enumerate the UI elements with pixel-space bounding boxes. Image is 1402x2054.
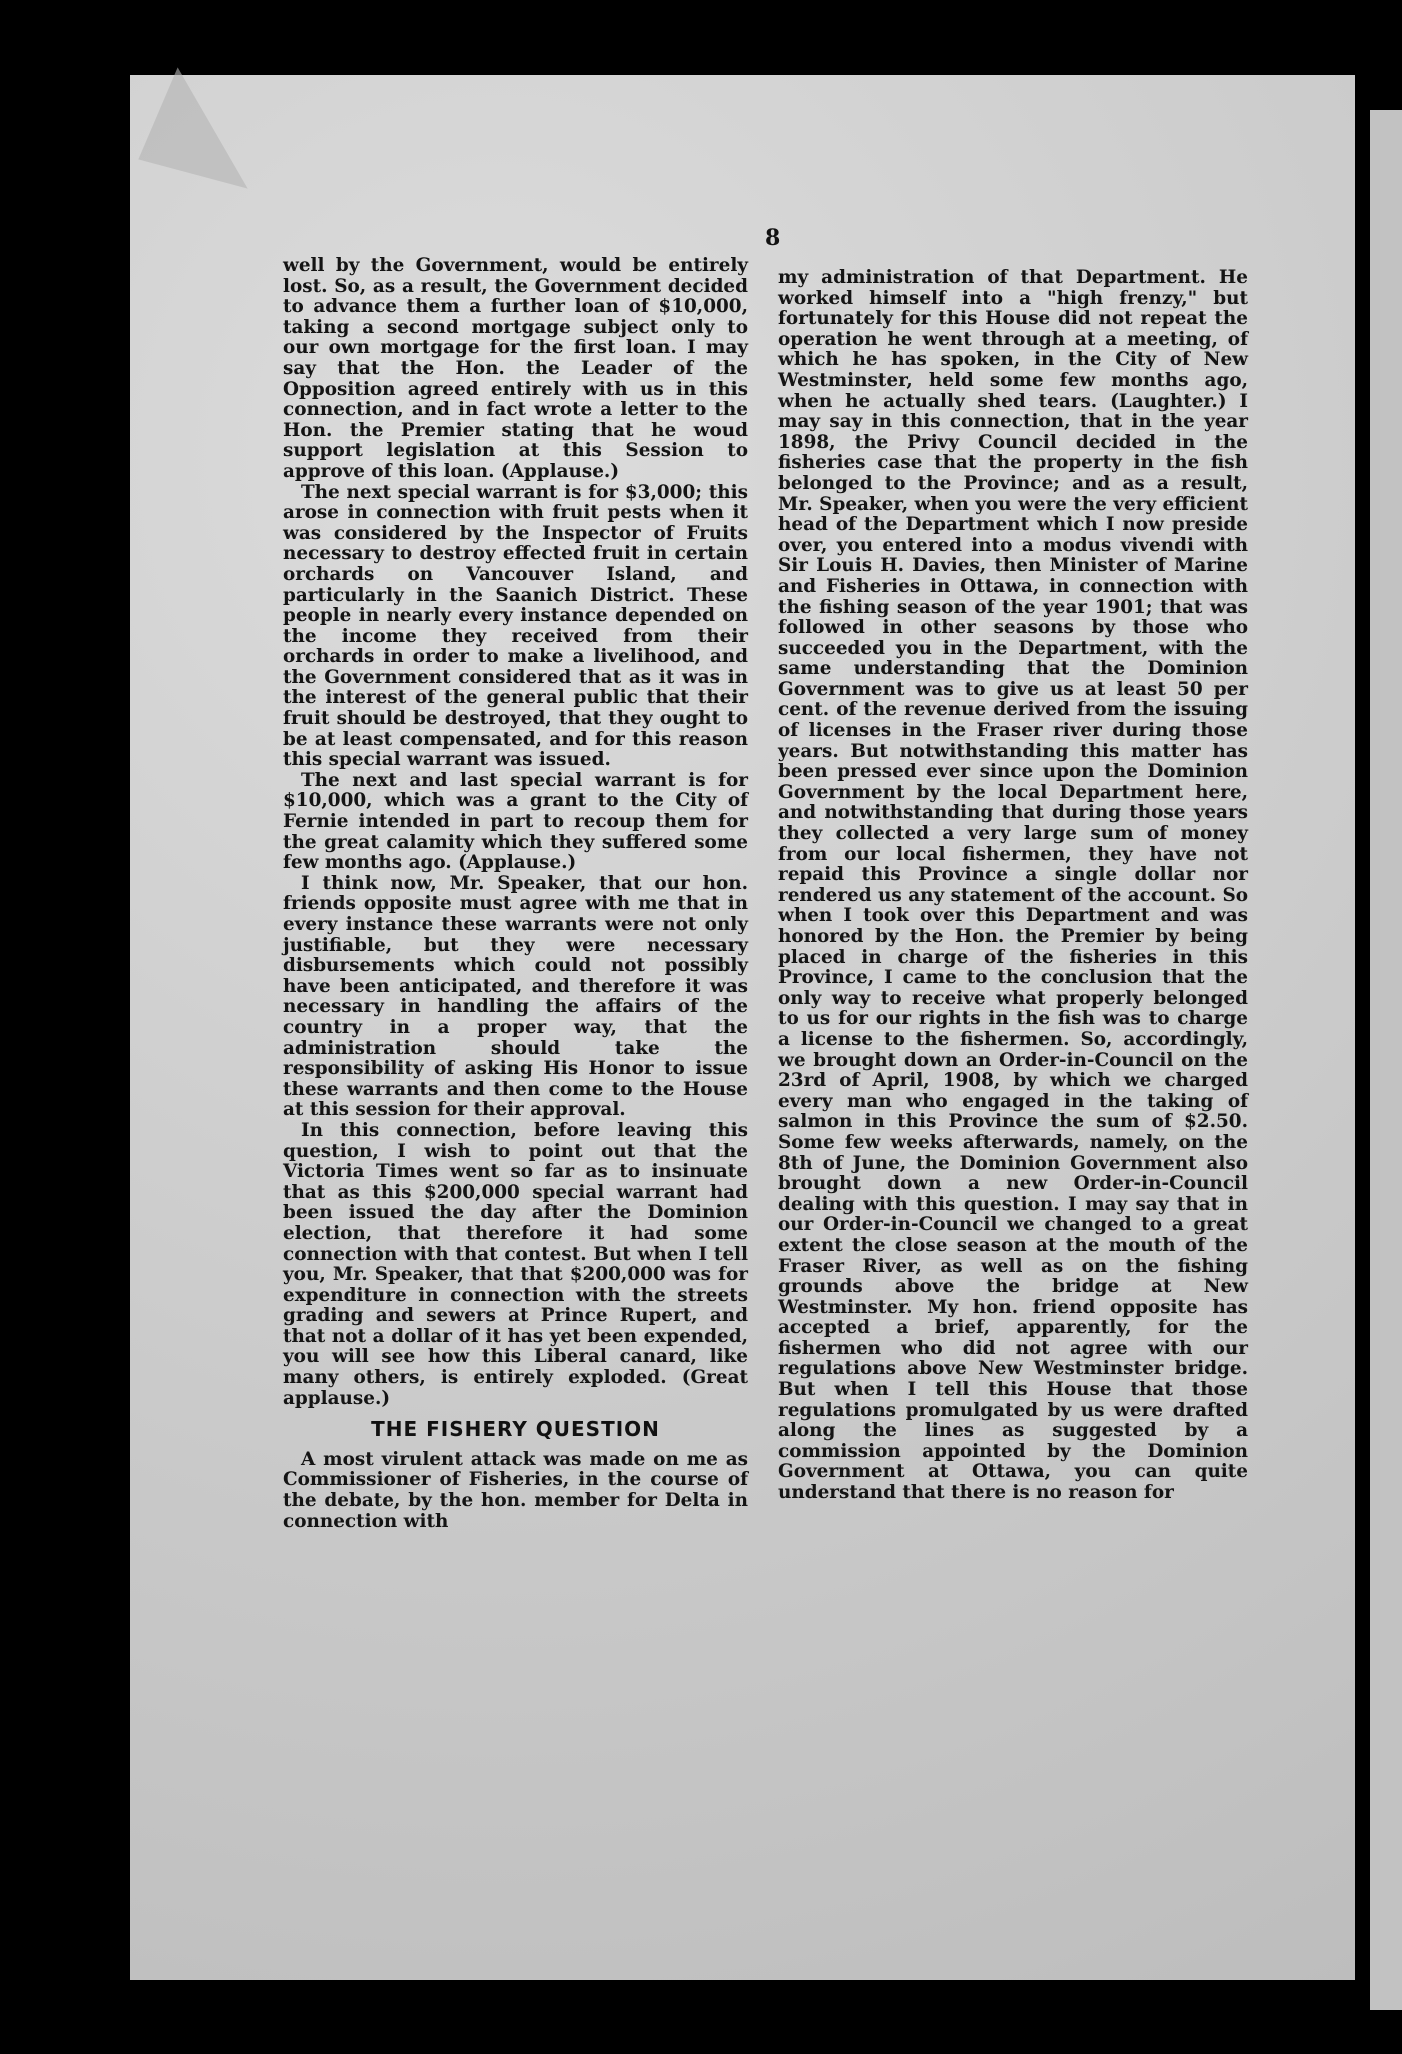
adjacent-page-edge <box>1370 110 1402 2010</box>
right-column <box>778 268 1248 1504</box>
section-heading: THE FISHERY QUESTION <box>371 1417 660 1442</box>
left-paragraph-2: The next special warrant is for $3,000; this arose in connection with fruit pests when it was considered by the Inspector of Fruits necessary to destroy effected fruit in certain orchards on Vancouver Island, and particularly in the Saanich District. These people in nearly every instance depended on the income they received from their orchards in order to make a livelihood, and the Government considered that as it was in the interest of the general public that their fruit should be destroyed, that they ought to be at least compensated, and for this reason this special warrant was issued. <box>283 481 748 771</box>
left-paragraph-1: well by the Government, would be entirely lost. So, as a result, the Government decided to advance them a further loan of $10,000, taking a second mortgage subject only to our own mortgage for the first loan. I may say that the Hon. the Leader of the Opposition agreed entirely with us in this connection, and in fact wrote a letter to the Hon. the Premier stating that he woud support legislation at this Session to approve of this loan. (Applause.) <box>283 255 748 482</box>
left-column <box>283 256 748 1532</box>
left-paragraph-4: I think now, Mr. Speaker, that our hon. friends opposite must agree with me that in every instance these warrants were not only justifiable, but they were necessary disbursements which could not possibly have been anticipated, and therefore it was necessary in handling the affairs of the country in a proper way, that the administration should take the responsibility of asking His Honor to issue these warrants and then come to the House at this session for their approval. <box>283 872 748 1121</box>
left-paragraph-3: The next and last special warrant is for $10,000, which was a grant to the City of Fernie intended in part to recoup them for the great calamity which they suffered some few months ago. (Applause.) <box>283 769 748 874</box>
left-paragraph-6: A most virulent attack was made on me as Commissioner of Fisheries, in the course of the debate, by the hon. member for Delta in connection with <box>283 1448 748 1532</box>
page-number: 8 <box>765 225 781 251</box>
left-paragraph-5: In this connection, before leaving this question, I wish to point out that the Victoria Times went so far as to insinuate that as this $200,000 special warrant had been issued the day after the Dominion election, that therefore it had some connection with that contest. But when I tell you, Mr. Speaker, that that $200,000 was for expenditure in connection with the streets grading and sewers at Prince Rupert, and that not a dollar of it has yet been expended, you will see how this Liberal canard, like many others, is entirely exploded. (Great applause.) <box>283 1119 748 1409</box>
right-paragraph-1: my administration of that Department. He worked himself into a "high frenzy," but fortunately for this House did not repeat the operation he went through at a meeting, of which he has spoken, in the City of New Westminster, held some few months ago, when he actually shed tears. (Laughter.) I may say in this connection, that in the year 1898, the Privy Council decided in the fisheries case that the property in the fish belonged to the Province; and as a result, Mr. Speaker, when you were the very efficient head of the Department which I now preside over, you entered into a modus vivendi with Sir Louis H. Davies, then Minister of Marine and Fisheries in Ottawa, in connection with the fishing season of the year 1901; that was followed in other seasons by those who succeeded you in the Department, with the same understanding that the Dominion Government was to give us at least 50 per cent. of the revenue derived from the issuing of licenses in the Fraser river during those years. But notwithstanding this matter has been pressed ever since upon the Dominion Government by the local Department here, and notwithstanding that during those years they collected a very large sum of money from our local fishermen, they have not repaid this Province a single dollar nor rendered us any statement of the account. So when I took over this Department and was honored by the Hon. the Premier by being placed in charge of the fisheries in this Province, I came to the conclusion that the only way to receive what properly belonged to us for our rights in the fish was to charge a license to the fishermen. So, accordingly, we brought down an Order-in-Council on the 23rd of April, 1908, by which we charged every man who engaged in the taking of salmon in this Province the sum of $2.50. Some few weeks afterwards, namely, on the 8th of June, the Dominion Government also brought down a new Order-in-Council dealing with this question. I may say that in our Order-in-Council we changed to a great extent the close season at the mouth of the Fraser River, as well as on the fishing grounds above the bridge at New Westminster. My hon. friend opposite has accepted a brief, apparently, for the fishermen who did not agree with our regulations above New Westminster bridge. But when I tell this House that those regulations promulgated by us were drafted along the lines as suggested by a commission appointed by the Dominion Government at Ottawa, you can quite understand that there is no reason for <box>778 267 1248 1504</box>
